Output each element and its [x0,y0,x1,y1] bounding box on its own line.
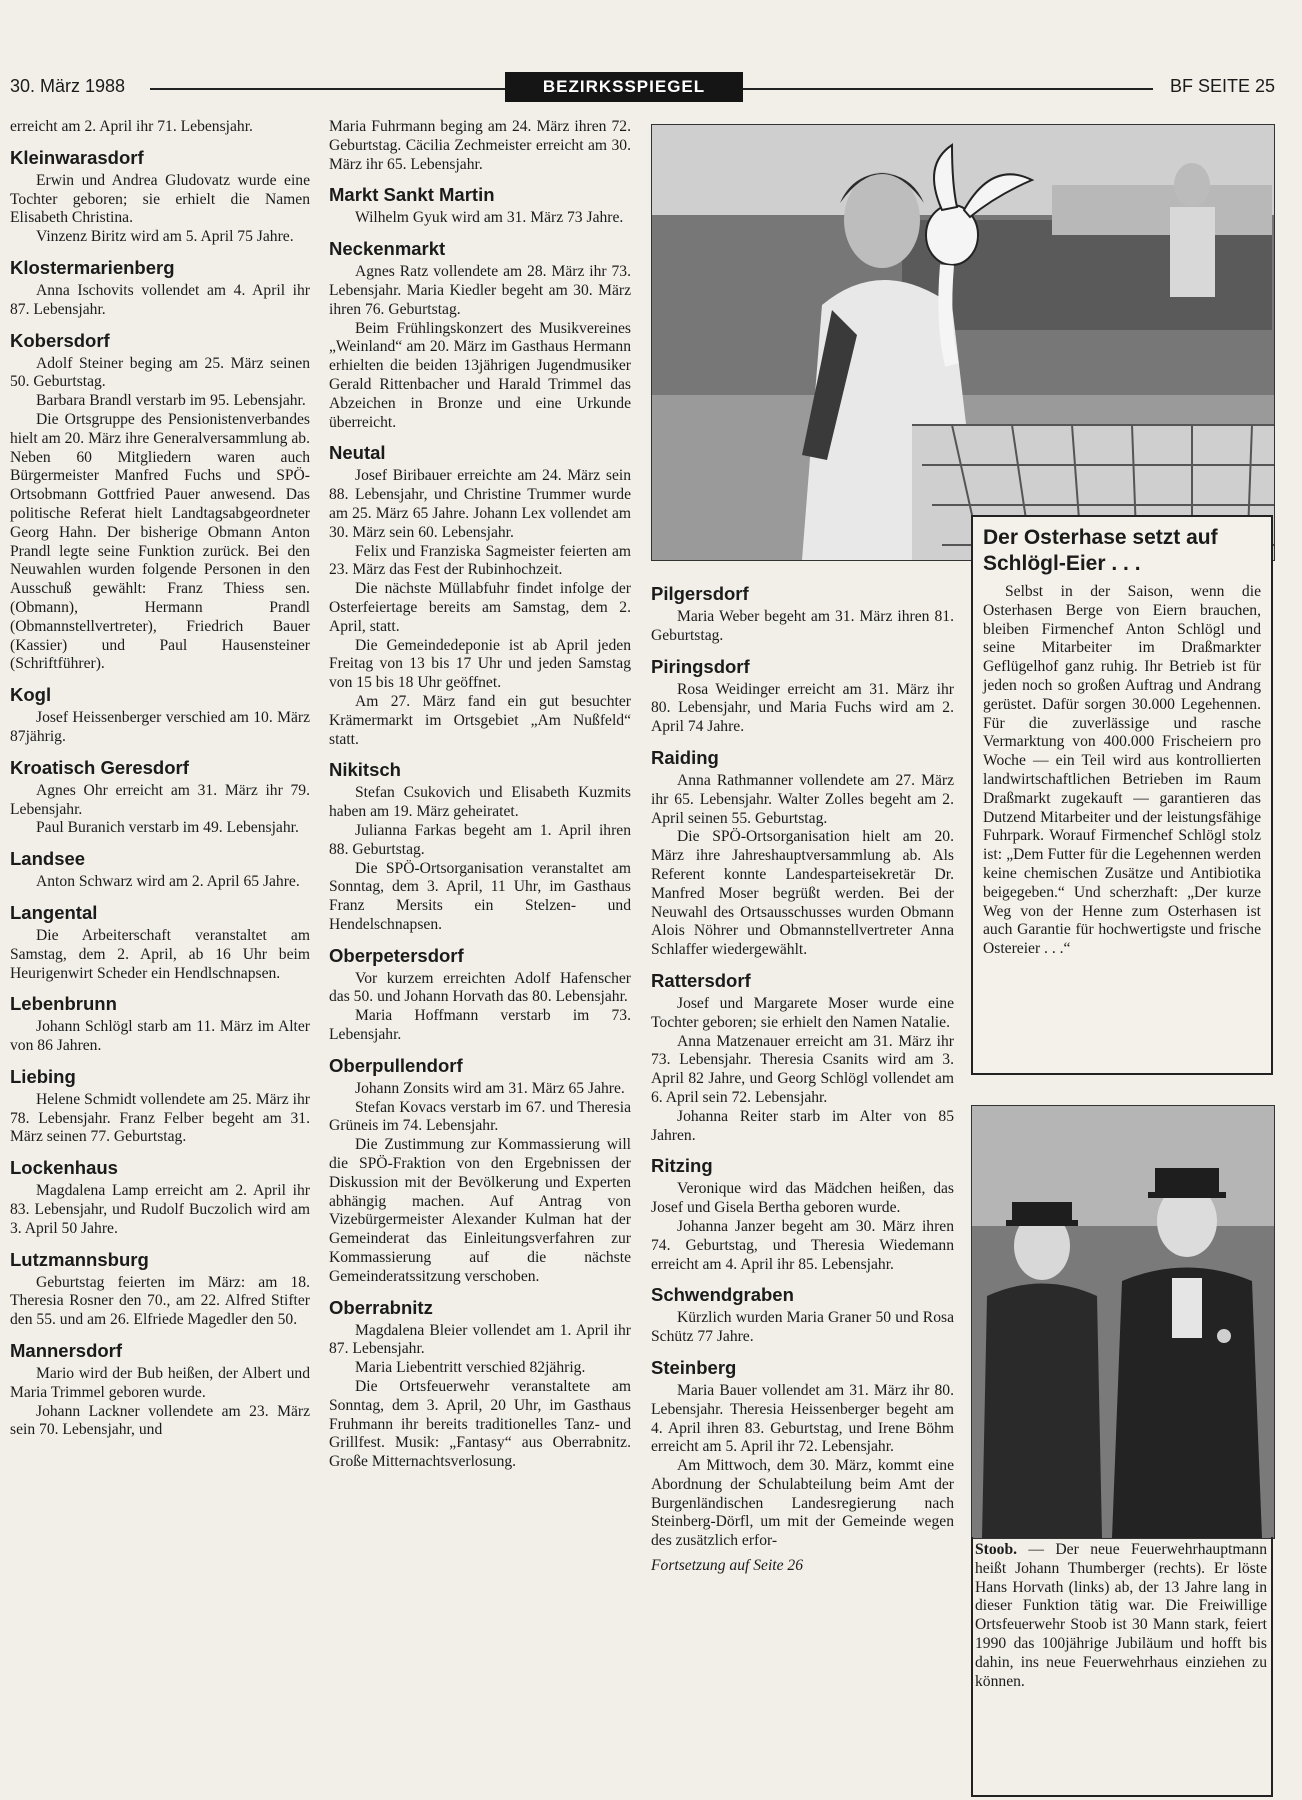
place-heading: Piringsdorf [651,655,750,677]
place-heading: Oberpullendorf [329,1054,463,1076]
news-paragraph: Die Zustimmung zur Kommassierung will die SPÖ-Fraktion von den Ergebnissen der Diskussion mit der Bevölkerung und Experten abhängig machen. Auf Antrag von Vizebürgermeister Alexander Kulman hat der Gemeinderat das Einleitungsverfahren zur Kommassierung auf die nächste Gemeinderatssitzung verschoben. [329,1136,631,1285]
news-paragraph: Felix und Franziska Sagmeister feierten am 23. März das Fest der Rubinhochzeit. [329,542,631,579]
place-heading: Lebenbrunn [10,993,117,1015]
news-paragraph: Beim Frühlingskonzert des Musikvereines „Weinland“ am 20. März im Gasthaus Hermann erhielten die beiden 13jährigen Jugendmusiker Gerald Rittenbacher und Harald Trimmel das Abzeichen in Bronze und eine Urkunde überreicht. [329,319,631,431]
stoob-caption-text: — Der neue Feuerwehrhauptmann heißt Johann Thumberger (rechts). Er löste Hans Horvath (links) ab, der 13 Jahre lang in dieser Funktion tätig war. Die Freiwillige Ortsfeuerwehr Stoob ist 30 Mann stark, feiert 1990 das 100jährige Jubiläum und hofft bis dahin, ins neue Feuerwehrhaus einziehen zu können. [975,1541,1267,1690]
news-paragraph: Adolf Steiner beging am 25. März seinen 50. Geburtstag. [10,354,310,391]
stoob-caption-lead: Stoob. [975,1541,1018,1558]
place-heading: Rattersdorf [651,969,751,991]
place-heading: Kroatisch Geresdorf [10,756,189,778]
news-paragraph: Johanna Janzer begeht am 30. März ihren 74. Geburtstag, und Theresia Wiedemann erreicht am 4. April ihr 85. Lebensjahr. [651,1217,954,1273]
column-2 [329,118,631,1472]
continued-text: Maria Fuhrmann beging am 24. März ihren 72. Geburtstag. Cäcilia Zechmeister erreicht am 30. März ihr 65. Lebensjahr. [329,118,631,173]
section-banner: BEZIRKSSPIEGEL [505,72,743,102]
news-paragraph: Johann Zonsits wird am 31. März 65 Jahre. [355,1079,625,1097]
news-paragraph: Stefan Csukovich und Elisabeth Kuzmits haben am 19. März geheiratet. [329,784,631,821]
place-heading: Klostermarienberg [10,256,175,278]
news-paragraph: Die nächste Müllabfuhr findet infolge der Osterfeiertage bereits am Samstag, dem 2. April, statt. [329,580,631,635]
news-paragraph: Josef und Margarete Moser wurde eine Tochter geboren; sie erhielt den Namen Natalie. [651,994,954,1031]
news-paragraph: Stefan Kovacs verstarb im 67. und Theresia Grüneis im 74. Lebensjahr. [329,1098,631,1135]
firemen-photo [971,1105,1275,1539]
news-paragraph: Rosa Weidinger erreicht am 31. März ihr 80. Lebensjahr, und Maria Fuchs wird am 2. April 74 Jahre. [651,680,954,736]
news-paragraph: Kürzlich wurden Maria Graner 50 und Rosa Schütz 77 Jahre. [651,1309,954,1346]
news-paragraph: Vinzenz Biritz wird am 5. April 75 Jahre. [36,228,294,246]
place-heading: Oberpetersdorf [329,944,464,966]
supermarket-photo-image [652,125,1274,560]
news-paragraph: Anna Matzenauer erreicht am 31. März ihr 73. Lebensjahr. Theresia Csanits wird am 3. April 82 Jahre, und Georg Schlögl vollendet am 6. April sein 72. Lebensjahr. [651,1032,954,1106]
news-paragraph: Maria Weber begeht am 31. März ihren 81. Geburtstag. [651,608,954,644]
place-heading: Markt Sankt Martin [329,184,495,206]
news-paragraph: Josef Biribauer erreichte am 24. März sein 88. Lebensjahr, und Christine Trummer wurde am 25. März 65 Jahre. Johann Lex vollendet am 30. März sein 60. Lebensjahr. [329,467,631,541]
easter-article-title: Der Osterhase setzt auf Schlögl-Eier . . . [983,526,1218,575]
place-heading: Nikitsch [329,759,401,781]
news-paragraph: Erwin und Andrea Gludovatz wurde eine Tochter geboren; sie erhielt die Namen Elisabeth Christina. [10,171,310,227]
news-paragraph: Agnes Ratz vollendete am 28. März ihr 73. Lebensjahr. Maria Kiedler begeht am 30. März ihren 76. Geburtstag. [329,263,631,318]
news-paragraph: Agnes Ohr erreicht am 31. März ihr 79. Lebensjahr. [10,781,310,818]
place-heading: Lockenhaus [10,1157,118,1179]
place-heading: Landsee [10,848,86,870]
news-paragraph: Die Ortsfeuerwehr veranstaltete am Sonntag, dem 3. April, 20 Uhr, im Gasthaus Fruhmann ihr bereits traditionelles Tanz- und Grillfest. Musik: „Fantasy“ aus Oberrabnitz. Große Mitternachtsverlosung. [329,1378,631,1471]
place-heading: Langental [10,901,98,923]
news-paragraph: Maria Hoffmann verstarb im 73. Lebensjahr. [329,1007,631,1044]
news-paragraph: Die SPÖ-Ortsorganisation veranstaltet am Sonntag, dem 3. April, 11 Uhr, im Gasthaus Franz Mersits ein Stelzen- und Hendelschnapsen. [329,859,631,933]
place-heading: Kogl [10,684,52,706]
news-paragraph: Am Mittwoch, dem 30. März, kommt eine Abordnung der Schulabteilung beim Amt der Burgenländischen Landesregierung nach Steinberg-Dörfl, um mit der Gemeinde wegen des zusätzlich erfor- [651,1457,954,1550]
place-heading: Ritzing [651,1155,713,1177]
col1-sections [10,147,310,1440]
place-heading: Neutal [329,442,386,464]
news-paragraph: Maria Liebentritt verschied 82jährig. [355,1359,586,1377]
continued-text: erreicht am 2. April ihr 71. Lebensjahr. [10,118,253,135]
news-paragraph: Paul Buranich verstarb im 49. Lebensjahr. [36,819,299,837]
place-heading: Raiding [651,746,719,768]
news-paragraph: Barbara Brandl verstarb im 95. Lebensjahr. [36,392,306,410]
header-rule-left [150,88,505,90]
news-paragraph: Julianna Farkas begeht am 1. April ihren 88. Geburtstag. [329,821,631,858]
place-heading: Neckenmarkt [329,238,446,260]
news-paragraph: Mario wird der Bub heißen, der Albert und Maria Trimmel geboren wurde. [10,1365,310,1401]
news-paragraph: Die Ortsgruppe des Pensionistenverbandes hielt am 20. März ihre Generalversammlung ab. Neben 60 Mitgliedern waren auch Bürgermeister Manfred Fuchs und SPÖ-Ortsobmann Gottfried Pauer anwesend. Das politische Referat hielt Landtagsabgeordneter Georg Hahn. Der bisherige Obmann Anton Prandl legte seine Funktion zurück. Bei den Neuwahlen wurden folgende Personen in den Ausschuß gewählt: Franz Thiess sen. (Obmann), Hermann Prandl (Obmannstellvertreter), Friedrich Bauer (Kassier) und Paul Hausensteiner (Schriftführer). [10,410,310,673]
news-paragraph: Magdalena Lamp erreicht am 2. April ihr 83. Lebensjahr, und Rudolf Buczolich wird am 3. April 50 Jahre. [10,1182,310,1237]
col3-sections [651,583,954,1551]
news-paragraph: Wilhelm Gyuk wird am 31. März 73 Jahre. [355,209,624,227]
continuation-note: Fortsetzung auf Seite 26 [651,1557,804,1575]
news-paragraph: Die Arbeiterschaft veranstaltet am Samstag, dem 2. April, ab 16 Uhr beim Heurigenwirt Scheder ein Hendlschnapsen. [10,926,310,982]
header-rule-right [743,88,1153,90]
news-paragraph: Veronique wird das Mädchen heißen, das Josef und Gisela Bertha geboren wurde. [651,1180,954,1217]
news-paragraph: Anna Rathmanner vollendete am 27. März ihr 65. Lebensjahr. Walter Zolles begeht am 2. April seinen 55. Geburtstag. [651,771,954,827]
place-heading: Kobersdorf [10,329,110,351]
news-paragraph: Anton Schwarz wird am 2. April 65 Jahre. [36,873,300,891]
news-paragraph: Josef Heissenberger verschied am 10. März 87jährig. [10,709,310,745]
easter-article-box [971,515,1273,1075]
supermarket-photo [651,124,1275,561]
column-1 [10,118,310,1440]
place-heading: Steinberg [651,1356,737,1378]
news-paragraph: Johanna Reiter starb im Alter von 85 Jahren. [651,1107,954,1144]
column-3 [651,583,954,1576]
easter-article-text: Selbst in der Saison, wenn die Osterhasen Berge von Eiern brauchen, bleiben Firmenchef Anton Schlögl und seine Mitarbeiter im Draßmarkter Geflügelhof ganz ruhig. Ihr Betrieb ist für jeden noch so großen Auftrag und Andrang gerüstet. Dafür sorgen 30.000 Legehennen. Für die zuverlässige und rasche Vermarktung von 400.000 Frischeiern pro Woche — ein Teil wird aus kontrollierten landwirtschaftlichen Betrieben im Raum Draßmarkt zugekauft — garantieren das Dutzend Mitarbeiter und der leistungsfähige Fuhrpark. Worauf Firmenchef Schlögl stolz ist: „Dem Futter für die Legehennen werden keine chemischen Zusätze und Antibiotika beigegeben.“ Und scherzhaft: „Der kurze Weg von der Henne zum Osterhasen ist auch Garantie für hochwertigste und frische Ostereier . . .“ [983,583,1261,958]
firemen-photo-image [972,1106,1274,1538]
news-paragraph: Maria Bauer vollendet am 31. März ihr 80. Lebensjahr. Theresia Heissenberger begeht am 4. April ihren 83. Geburtstag, und Irene Böhm erreicht am 5. April ihr 72. Lebensjahr. [651,1381,954,1456]
place-heading: Liebing [10,1065,76,1087]
news-paragraph: Die SPÖ-Ortsorganisation hielt am 20. März ihre Jahreshauptversammlung ab. Als Referent konnte Landesparteisekretär Dr. Manfred Moser begrüßt werden. Bei der Neuwahl des Ortsausschusses wurden Obmann Alois Nöhrer und Obmannstellvertreter Anna Schlaffer wiedergewählt. [651,828,954,959]
news-paragraph: Am 27. März fand ein gut besuchter Krämermarkt im Ortsgebiet „Am Nußfeld“ statt. [329,692,631,748]
news-paragraph: Johann Schlögl starb am 11. März im Alter von 86 Jahren. [10,1018,310,1055]
news-paragraph: Magdalena Bleier vollendet am 1. April ihr 87. Lebensjahr. [329,1321,631,1358]
place-heading: Mannersdorf [10,1340,123,1362]
issue-date: 30. März 1988 [10,76,126,96]
col2-sections [329,184,631,1472]
news-paragraph: Helene Schmidt vollendete am 25. März ihr 78. Lebensjahr. Franz Felber begeht am 31. März seinen 77. Geburtstag. [10,1090,310,1146]
news-paragraph: Vor kurzem erreichten Adolf Hafenscher das 50. und Johann Horvath das 80. Lebensjahr. [329,969,631,1006]
page-header [10,72,1275,102]
place-heading: Oberrabnitz [329,1296,433,1318]
place-heading: Pilgersdorf [651,583,749,604]
place-heading: Kleinwarasdorf [10,146,144,168]
news-paragraph: Die Gemeindedeponie ist ab April jeden Freitag von 13 bis 17 Uhr und jeden Samstag von 15 bis 18 Uhr geöffnet. [329,636,631,692]
stoob-caption [971,1541,1273,1691]
news-paragraph: Anna Ischovits vollendet am 4. April ihr 87. Lebensjahr. [10,281,310,318]
place-heading: Lutzmannsburg [10,1248,149,1270]
news-paragraph: Geburtstag feierten im März: am 18. Theresia Rosner den 70., am 22. Alfred Stifter den 55. und am 26. Elfriede Magedler den 50. [10,1273,310,1329]
page-number: BF SEITE 25 [1169,76,1275,96]
place-heading: Schwendgraben [651,1284,794,1306]
news-paragraph: Johann Lackner vollendete am 23. März sein 70. Lebensjahr, und [10,1402,310,1439]
